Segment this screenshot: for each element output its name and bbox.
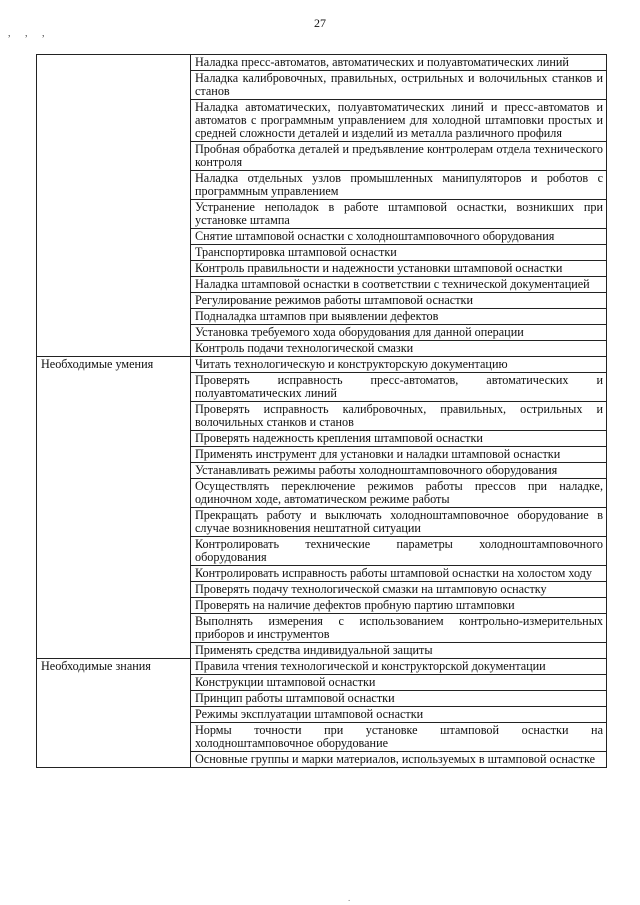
requirement-item: Установка требуемого хода оборудования для данной операции xyxy=(191,325,607,341)
table-row xyxy=(37,357,607,373)
requirement-item: Устанавливать режимы работы холодноштамповочного оборудования xyxy=(191,463,607,479)
requirement-item: Подналадка штампов при выявлении дефектов xyxy=(191,309,607,325)
corner-marks: , , , xyxy=(8,28,51,39)
requirement-item: Проверять исправность пресс-автоматов, автоматических и полуавтоматических линий xyxy=(191,373,607,402)
requirements-table xyxy=(36,54,607,768)
requirement-item: Читать технологическую и конструкторскую документацию xyxy=(191,357,607,373)
requirement-item: Контролировать технические параметры холодноштамповочного оборудования xyxy=(191,537,607,566)
requirement-item: Наладка штамповой оснастки в соответствии с технической документацией xyxy=(191,277,607,293)
requirement-item: Применять средства индивидуальной защиты xyxy=(191,643,607,659)
requirements-table-body xyxy=(37,55,607,768)
requirement-item: Контроль правильности и надежности установки штамповой оснастки xyxy=(191,261,607,277)
requirement-item: Наладка пресс-автоматов, автоматических и полуавтоматических линий xyxy=(191,55,607,71)
requirement-item: Правила чтения технологической и конструкторской документации xyxy=(191,659,607,675)
requirement-item: Регулирование режимов работы штамповой оснастки xyxy=(191,293,607,309)
table-row xyxy=(37,659,607,675)
requirement-item: Контролировать исправность работы штамповой оснастки на холостом ходу xyxy=(191,566,607,582)
category-label: Необходимые умения xyxy=(37,357,191,659)
requirement-item: Проверять подачу технологической смазки на штамповую оснастку xyxy=(191,582,607,598)
requirement-item: Применять инструмент для установки и наладки штамповой оснастки xyxy=(191,447,607,463)
requirement-item: Контроль подачи технологической смазки xyxy=(191,341,607,357)
requirement-item: Наладка калибровочных, правильных, острильных и волочильных станков и станов xyxy=(191,71,607,100)
requirement-item: Режимы эксплуатации штамповой оснастки xyxy=(191,707,607,723)
requirement-item: Основные группы и марки материалов, используемых в штамповой оснастке xyxy=(191,752,607,768)
requirement-item: Пробная обработка деталей и предъявление контролерам отдела технического контроля xyxy=(191,142,607,171)
page-number: 27 xyxy=(314,16,326,30)
requirement-item: Конструкции штамповой оснастки xyxy=(191,675,607,691)
bottom-mark: . xyxy=(348,893,351,903)
requirement-item: Снятие штамповой оснастки с холодноштамповочного оборудования xyxy=(191,229,607,245)
requirement-item: Прекращать работу и выключать холодноштамповочное оборудование в случае возникновения нештатной ситуации xyxy=(191,508,607,537)
requirement-item: Наладка отдельных узлов промышленных манипуляторов и роботов с программным управлением xyxy=(191,171,607,200)
requirement-item: Выполнять измерения с использованием контрольно-измерительных приборов и инструментов xyxy=(191,614,607,643)
requirement-item: Принцип работы штамповой оснастки xyxy=(191,691,607,707)
requirement-item: Наладка автоматических, полуавтоматических линий и пресс-автоматов и автоматов с программным управлением для холодной штамповки простых и средней сложности деталей и изделий из металла различного профиля xyxy=(191,100,607,142)
requirement-item: Проверять на наличие дефектов пробную партию штамповки xyxy=(191,598,607,614)
requirement-item: Устранение неполадок в работе штамповой оснастки, возникших при установке штампа xyxy=(191,200,607,229)
table-row xyxy=(37,55,607,71)
requirement-item: Транспортировка штамповой оснастки xyxy=(191,245,607,261)
category-label xyxy=(37,55,191,357)
category-label: Необходимые знания xyxy=(37,659,191,768)
requirement-item: Нормы точности при установке штамповой оснастки на холодноштамповочное оборудование xyxy=(191,723,607,752)
requirement-item: Проверять исправность калибровочных, правильных, острильных и волочильных станков и станов xyxy=(191,402,607,431)
requirement-item: Проверять надежность крепления штамповой оснастки xyxy=(191,431,607,447)
requirement-item: Осуществлять переключение режимов работы прессов при наладке, одиночном ходе, автоматическом режиме работы xyxy=(191,479,607,508)
